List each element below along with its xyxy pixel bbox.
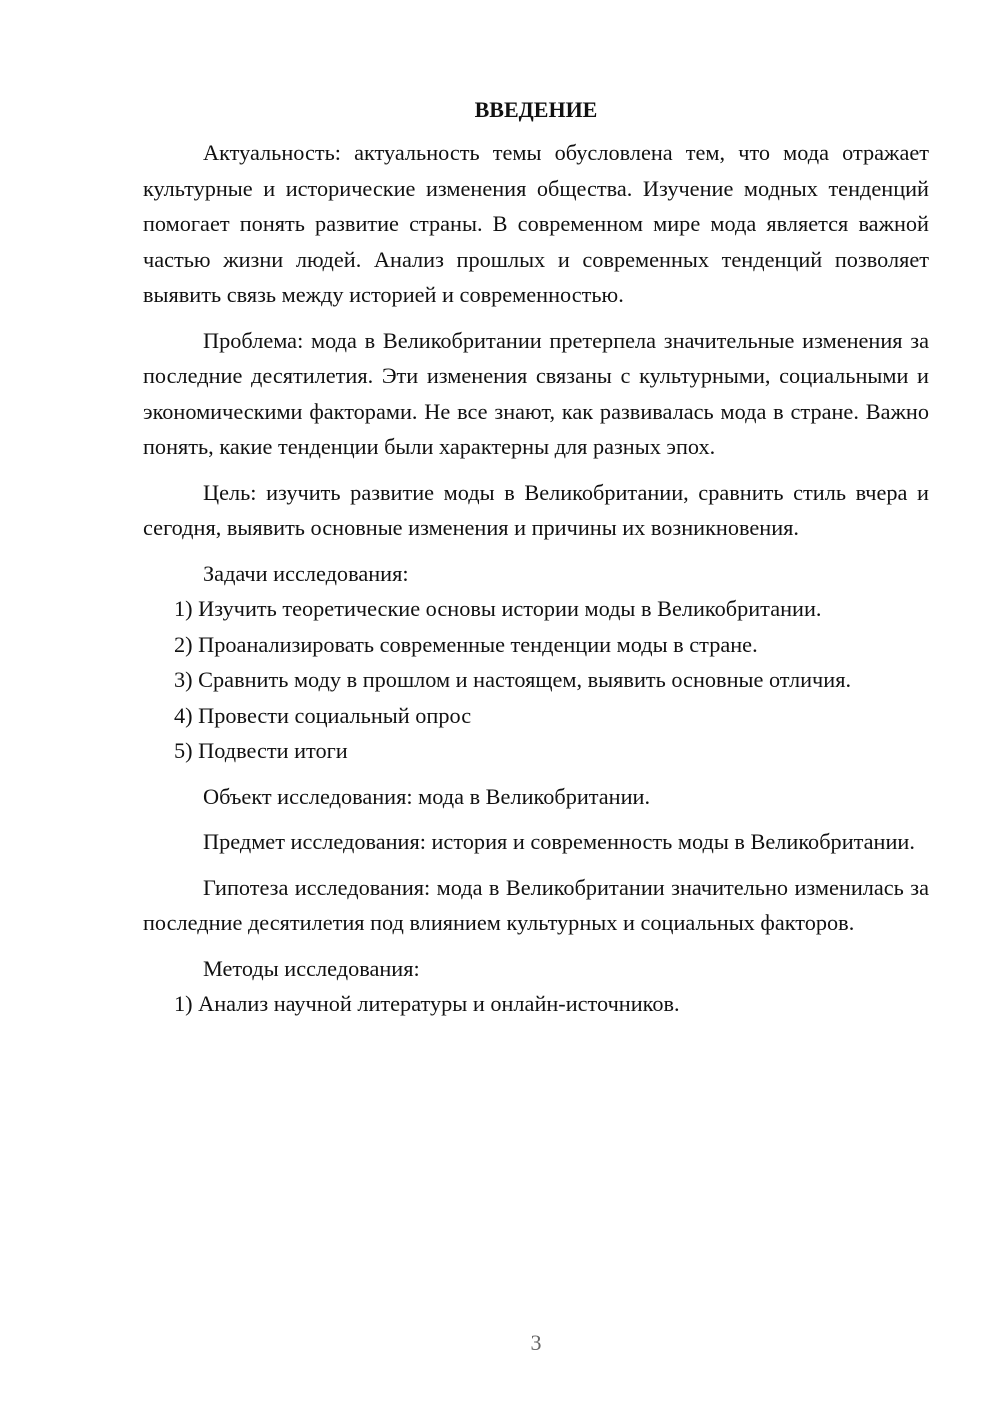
paragraph-object: Объект исследования: мода в Великобритании. bbox=[203, 783, 651, 809]
paragraph-problem: Проблема: мода в Великобритании претерпела значительные изменения за последние десятилетия. Эти изменения связаны с культурными, социальными и экономическими факторами. Не все знают, как развивалась мода в стране. Важно понять, какие тенденции были характерны для разных эпох. bbox=[143, 327, 929, 459]
paragraph-relevance: Актуальность: актуальность темы обусловлена тем, что мода отражает культурные и исторические изменения общества. Изучение модных тенденций помогает понять развитие страны. В современном мире мода является важной частью жизни людей. Анализ прошлых и современных тенденций позволяет выявить связь между историей и современностью. bbox=[143, 140, 929, 307]
paragraph-hypothesis: Гипотеза исследования: мода в Великобритании значительно изменилась за последние десятилетия под влиянием культурных и социальных факторов. bbox=[143, 874, 929, 935]
list-item: 3) Сравнить моду в прошлом и настоящем, выявить основные отличия. bbox=[174, 667, 852, 692]
paragraph-goal: Цель: изучить развитие моды в Великобритании, сравнить стиль вчера и сегодня, выявить основные изменения и причины их возникновения. bbox=[143, 479, 929, 540]
tasks-heading: Задачи исследования: bbox=[203, 560, 409, 586]
document-page bbox=[143, 92, 929, 1022]
methods-heading: Методы исследования: bbox=[203, 955, 420, 981]
list-item: 5) Подвести итоги bbox=[174, 738, 348, 763]
list-item: 2) Проанализировать современные тенденции моды в стране. bbox=[174, 631, 758, 657]
list-item: 1) Анализ научной литературы и онлайн-источников. bbox=[174, 991, 680, 1016]
paragraph-subject: Предмет исследования: история и современность моды в Великобритании. bbox=[203, 829, 915, 854]
page-title: ВВЕДЕНИЕ bbox=[474, 97, 598, 122]
list-item: 4) Провести социальный опрос bbox=[174, 702, 472, 728]
page-number: 3 bbox=[530, 1330, 542, 1355]
list-item: 1) Изучить теоретические основы истории моды в Великобритании. bbox=[174, 596, 822, 621]
